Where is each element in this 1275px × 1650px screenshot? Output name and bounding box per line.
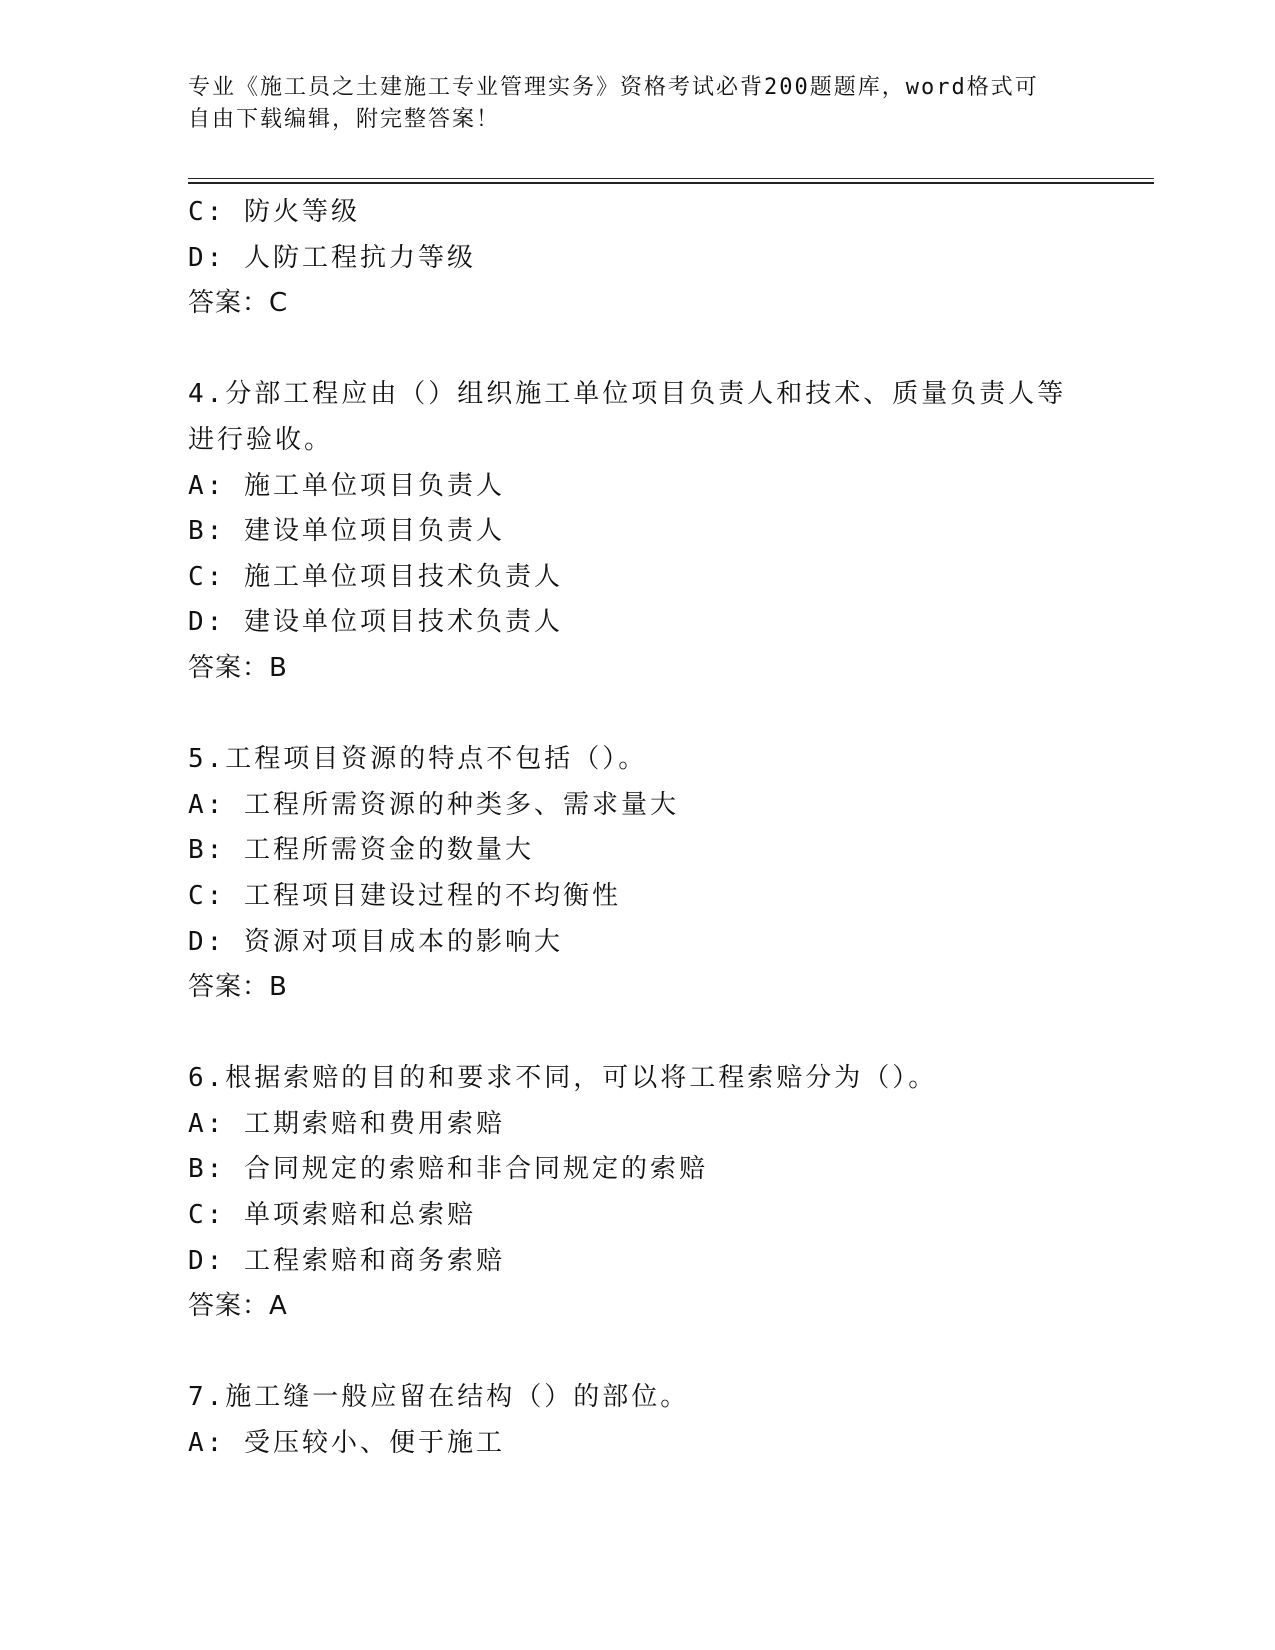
question-gap [188,327,1154,373]
question-5 [188,737,1154,1011]
option-d: D: 建设单位项目技术负责人 [188,607,563,638]
answer-label: 答案：B [188,652,288,683]
header-rule-thick [188,182,1154,184]
question-stem: 4.分部工程应由（）组织施工单位项目负责人和技术、质量负责人等 [188,379,1067,410]
option-b: B: 工程所需资金的数量大 [188,835,534,866]
question-stem-continued: 进行验收。 [188,424,334,455]
option-a: A: 受压较小、便于施工 [188,1428,505,1459]
answer-label: 答案：B [188,972,288,1003]
option-a: A: 施工单位项目负责人 [188,470,505,501]
question-gap [188,692,1154,738]
question-3-tail [188,190,1154,327]
option-d: D: 资源对项目成本的影响大 [188,926,563,957]
question-gap [188,1011,1154,1057]
question-6 [188,1056,1154,1330]
question-stem: 5.工程项目资源的特点不包括（）。 [188,744,648,775]
option-c: C: 施工单位项目技术负责人 [188,561,563,592]
option-d: D: 工程索赔和商务索赔 [188,1245,505,1276]
question-4 [188,372,1154,691]
question-7 [188,1375,1154,1466]
question-stem: 7.施工缝一般应留在结构（）的部位。 [188,1382,690,1413]
question-gap [188,1330,1154,1376]
answer-label: 答案：A [188,1291,288,1322]
option-c: C: 防火等级 [188,197,360,227]
question-content [188,190,1154,1467]
question-stem: 6.根据索赔的目的和要求不同，可以将工程索赔分为（）。 [188,1063,938,1094]
option-d: D: 人防工程抗力等级 [188,242,476,273]
document-header [188,72,1088,136]
header-rule-thin [188,178,1154,179]
option-a: A: 工期索赔和费用索赔 [188,1108,505,1139]
answer-label: 答案：C [188,288,289,319]
option-b: B: 合同规定的索赔和非合同规定的索赔 [188,1154,708,1185]
header-line-1: 专业《施工员之土建施工专业管理实务》资格考试必背200题题库，word格式可 [188,75,1039,100]
option-a: A: 工程所需资源的种类多、需求量大 [188,789,679,820]
header-line-2: 自由下载编辑，附完整答案！ [188,107,501,132]
option-b: B: 建设单位项目负责人 [188,516,505,547]
option-c: C: 单项索赔和总索赔 [188,1200,476,1231]
option-c: C: 工程项目建设过程的不均衡性 [188,880,621,911]
